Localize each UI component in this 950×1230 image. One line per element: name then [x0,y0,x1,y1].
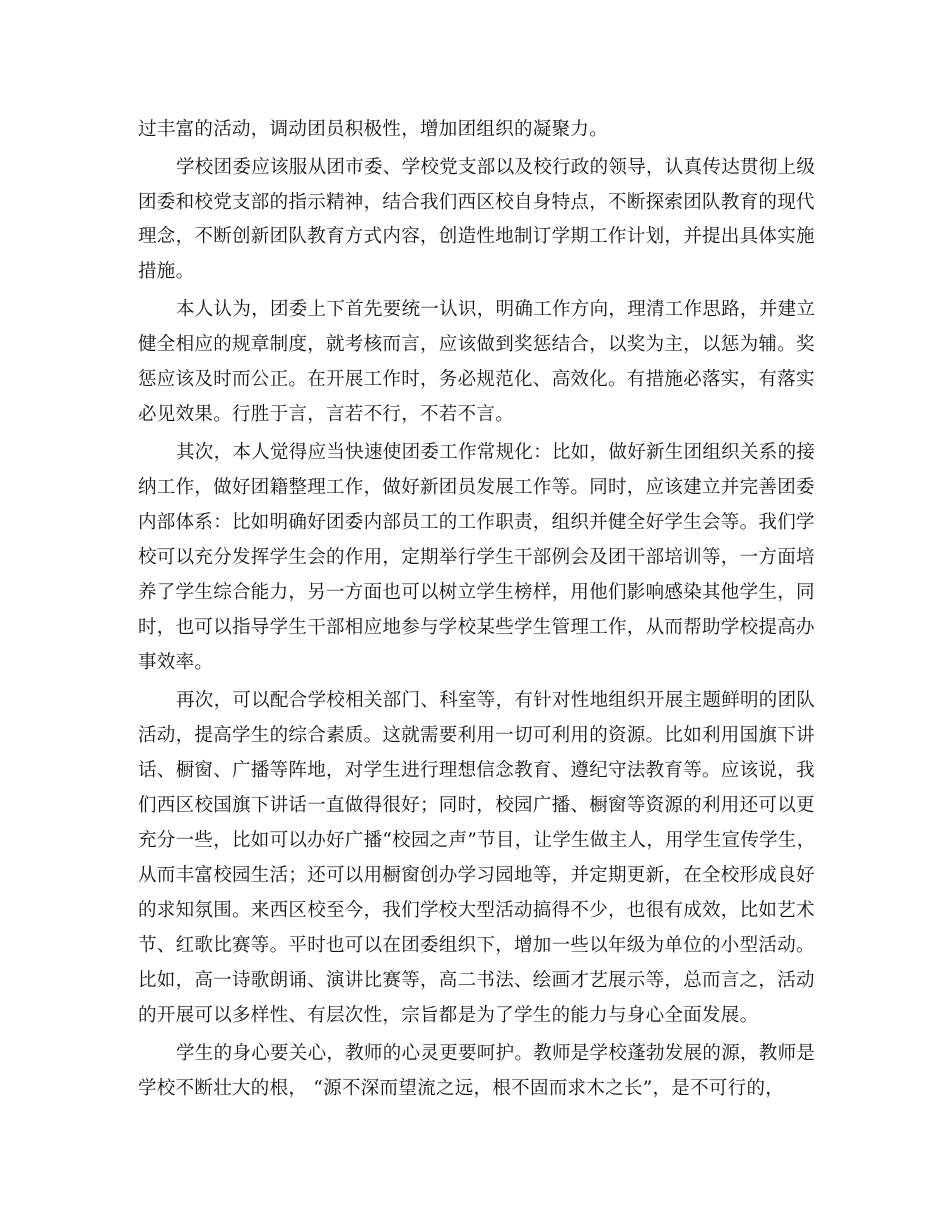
text-line: 学校团委应该服从团市委、学校党支部以及校行政的领导，认真传达贯彻上级 [176,157,816,178]
text-line: 其次，本人觉得应当快速使团委工作常规化：比如，做好新生团组织关系的接 [176,442,816,463]
text-line: 活动，提高学生的综合素质。这就需要利用一切可利用的资源。比如利用国旗下讲 [138,725,815,746]
text-line: 本人认为，团委上下首先要统一认识，明确工作方向，理清工作思路，并建立 [176,299,816,320]
text-line: 的开展可以多样性、有层次性，宗旨都是为了学生的能力与身心全面发展。 [138,1005,759,1026]
text-line: 健全相应的规章制度，就考核而言，应该做到奖惩结合，以奖为主，以惩为辅。奖 [138,334,815,355]
text-line: 养了学生综合能力，另一方面也可以树立学生榜样，用他们影响感染其他学生，同 [138,582,815,603]
text-line: 过丰富的活动，调动团员积极性，增加团组织的凝聚力。 [138,119,609,140]
text-line: 学生的身心要关心，教师的心灵更要呵护。教师是学校蓬勃发展的源，教师是 [176,1043,816,1064]
text-line: 节、红歌比赛等。平时也可以在团委组织下，增加一些以年级为单位的小型活动。 [138,935,815,956]
text-line: 校可以充分发挥学生会的作用，定期举行学生干部例会及团干部培训等，一方面培 [138,547,815,568]
text-line: 从而丰富校园生活；还可以用橱窗创办学习园地等，并定期更新，在全校形成良好 [138,865,815,886]
text-line: 话、橱窗、广播等阵地，对学生进行理想信念教育、遵纪守法教育等。应该说，我 [138,760,815,781]
text-line: 理念，不断创新团队教育方式内容，创造性地制订学期工作计划，并提出具体实施 [138,226,815,247]
text-line: 比如，高一诗歌朗诵、演讲比赛等，高二书法、绘画才艺展示等，总而言之，活动 [138,970,815,991]
text-line: 们西区校国旗下讲话一直做得很好；同时，校园广播、橱窗等资源的利用还可以更 [138,795,815,816]
text-line: 团委和校党支部的指示精神，结合我们西区校自身特点，不断探索团队教育的现代 [138,192,815,213]
text-line: 时，也可以指导学生干部相应地参与学校某些学生管理工作，从而帮助学校提高办 [138,617,815,638]
text-line: 惩应该及时而公正。在开展工作时，务必规范化、高效化。有措施必落实，有落实 [138,369,815,390]
text-line: 措施。 [138,261,195,282]
text-line: 内部体系：比如明确好团委内部员工的工作职责，组织并健全好学生会等。我们学 [138,512,815,533]
text-line: 学校不断壮大的根， “源不深而望流之远，根不固而求木之长”，是不可行的， [138,1078,785,1099]
text-line: 再次，可以配合学校相关部门、科室等，有针对性地组织开展主题鲜明的团队 [176,690,816,711]
text-line: 的求知氛围。来西区校至今，我们学校大型活动搞得不少，也很有成效，比如艺术 [138,900,815,921]
text-line: 事效率。 [138,652,214,673]
text-line: 纳工作，做好团籍整理工作，做好新团员发展工作等。同时，应该建立并完善团委 [138,477,815,498]
text-line: 充分一些，比如可以办好广播“校园之声”节目，让学生做主人，用学生宣传学生， [138,830,816,851]
text-line: 必见效果。行胜于言，言若不行，不若不言。 [138,404,515,425]
